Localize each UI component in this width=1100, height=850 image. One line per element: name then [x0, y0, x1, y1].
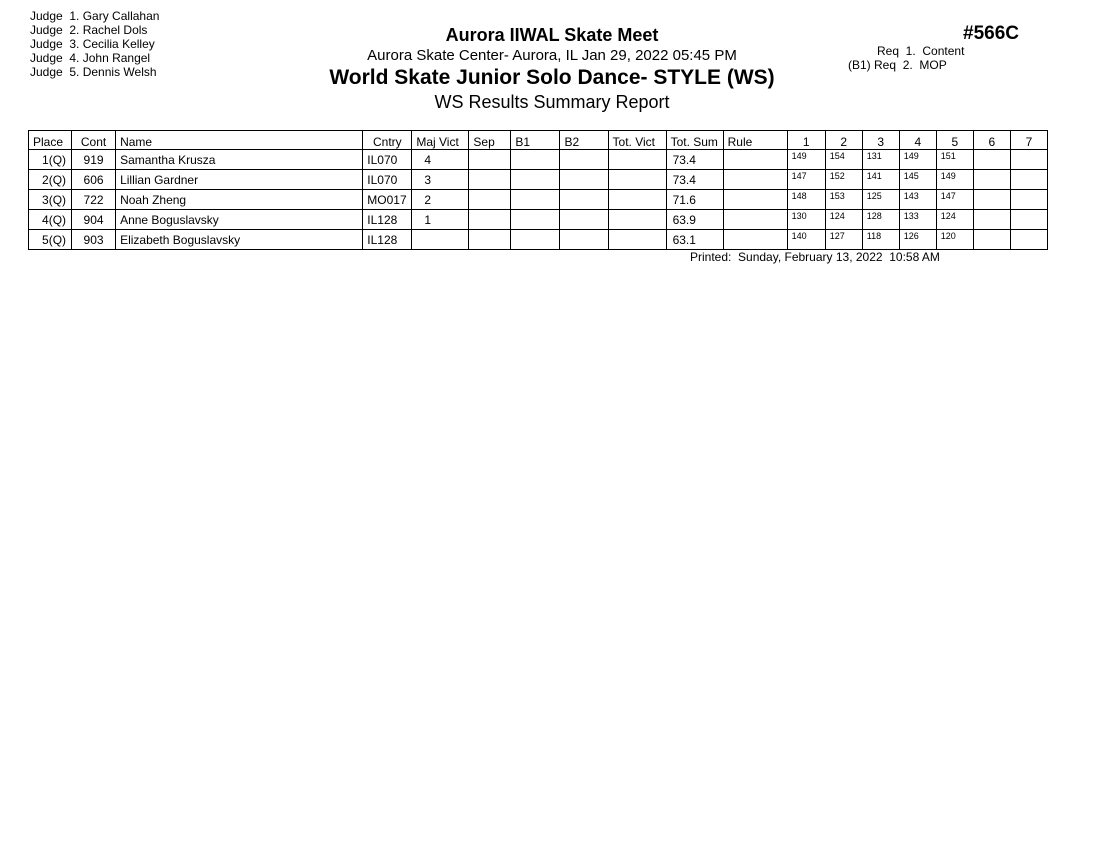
judge-entry: [30, 9, 159, 23]
judge-score-cell: 128: [862, 210, 899, 230]
country-cell: IL070: [363, 170, 412, 190]
judge-name: John Rangel: [82, 51, 151, 65]
b1-cell: [511, 230, 560, 250]
b1-cell: [511, 190, 560, 210]
cont-cell: 606: [72, 170, 116, 190]
name-cell: Lillian Gardner: [116, 170, 363, 190]
name-cell: Elizabeth Boguslavsky: [116, 230, 363, 250]
rule-cell: [723, 230, 787, 250]
country-cell: IL128: [363, 210, 412, 230]
judge-score-cell: 124: [936, 210, 973, 230]
column-header: B1: [511, 131, 560, 150]
column-header: Sep: [469, 131, 511, 150]
cont-cell: 722: [72, 190, 116, 210]
judge-score-cell: 141: [862, 170, 899, 190]
b2-cell: [560, 150, 608, 170]
requirement-value: MOP: [919, 58, 947, 72]
name-cell: Anne Boguslavsky: [116, 210, 363, 230]
judge-score-cell: [1010, 170, 1047, 190]
judge-score-cell: [973, 210, 1010, 230]
event-title: World Skate Junior Solo Dance- STYLE (WS): [329, 66, 775, 89]
maj-vict-cell: 2: [412, 190, 469, 210]
requirement-label: Req 2.: [874, 58, 913, 72]
judge-score-cell: 126: [899, 230, 936, 250]
column-header: Tot. Sum: [666, 131, 723, 150]
judge-score-cell: [973, 170, 1010, 190]
column-header: 4: [899, 131, 936, 150]
judge-score-cell: 147: [936, 190, 973, 210]
report-header: [252, 24, 852, 114]
judge-score-cell: 149: [936, 170, 973, 190]
maj-vict-cell: 3: [412, 170, 469, 190]
column-header: Rule: [723, 131, 787, 150]
cont-cell: 919: [72, 150, 116, 170]
rule-cell: [723, 150, 787, 170]
requirement-entry: [848, 58, 964, 72]
column-header: Maj Vict: [412, 131, 469, 150]
column-header: 6: [973, 131, 1010, 150]
sep-cell: [469, 150, 511, 170]
judge-score-cell: 152: [825, 170, 862, 190]
judge-label: Judge 2.: [30, 23, 80, 37]
judge-score-cell: 118: [862, 230, 899, 250]
judge-score-cell: 127: [825, 230, 862, 250]
rule-cell: [723, 210, 787, 230]
cont-cell: 904: [72, 210, 116, 230]
column-header: Cntry: [363, 131, 412, 150]
b1-cell: [511, 150, 560, 170]
b2-cell: [560, 230, 608, 250]
rule-cell: [723, 170, 787, 190]
country-cell: MO017: [363, 190, 412, 210]
judge-score-cell: 125: [862, 190, 899, 210]
judge-score-cell: 154: [825, 150, 862, 170]
judge-entry: [30, 37, 159, 51]
meet-title: Aurora IIWAL Skate Meet: [445, 25, 659, 45]
place-cell: 2(Q): [29, 170, 72, 190]
judge-score-cell: [1010, 150, 1047, 170]
judge-score-cell: [973, 190, 1010, 210]
judge-score-cell: 153: [825, 190, 862, 210]
judge-score-cell: 149: [787, 150, 825, 170]
column-header: 1: [787, 131, 825, 150]
judge-name: Gary Callahan: [82, 9, 160, 23]
tot-sum-cell: 63.1: [666, 230, 723, 250]
report-title: WS Results Summary Report: [434, 92, 670, 112]
judge-score-cell: 133: [899, 210, 936, 230]
table-header-row: [29, 131, 1048, 150]
table-row: [29, 190, 1048, 210]
judge-score-cell: 124: [825, 210, 862, 230]
judge-entry: [30, 23, 159, 37]
maj-vict-cell: [412, 230, 469, 250]
judge-entry: [30, 51, 159, 65]
tot-sum-cell: 63.9: [666, 210, 723, 230]
name-cell: Samantha Krusza: [116, 150, 363, 170]
maj-vict-cell: 4: [412, 150, 469, 170]
column-header: Name: [116, 131, 363, 150]
requirements-list: [848, 44, 964, 72]
requirement-prefix: (B1): [848, 58, 871, 72]
requirement-entry: [848, 44, 964, 58]
column-header: Cont: [72, 131, 116, 150]
tot-sum-cell: 71.6: [666, 190, 723, 210]
judge-score-cell: [1010, 190, 1047, 210]
b1-cell: [511, 210, 560, 230]
judges-list: [30, 9, 159, 79]
column-header: B2: [560, 131, 608, 150]
column-header: 5: [936, 131, 973, 150]
judge-name: Rachel Dols: [82, 23, 148, 37]
requirement-label: Req 1.: [877, 44, 916, 58]
judge-label: Judge 3.: [30, 37, 80, 51]
table-row: [29, 230, 1048, 250]
sep-cell: [469, 230, 511, 250]
judge-score-cell: 151: [936, 150, 973, 170]
cont-cell: 903: [72, 230, 116, 250]
judge-label: Judge 5.: [30, 65, 80, 79]
column-header: Place: [29, 131, 72, 150]
table-row: [29, 150, 1048, 170]
judge-score-cell: 130: [787, 210, 825, 230]
column-header: 2: [825, 131, 862, 150]
judge-score-cell: 149: [899, 150, 936, 170]
tot-sum-cell: 73.4: [666, 170, 723, 190]
tot-vict-cell: [608, 190, 666, 210]
tot-vict-cell: [608, 230, 666, 250]
table-row: [29, 170, 1048, 190]
column-header: Tot. Vict: [608, 131, 666, 150]
place-cell: 3(Q): [29, 190, 72, 210]
tot-vict-cell: [608, 210, 666, 230]
judge-score-cell: [973, 230, 1010, 250]
b1-cell: [511, 170, 560, 190]
column-header: 7: [1010, 131, 1047, 150]
place-cell: 1(Q): [29, 150, 72, 170]
printed-timestamp: Printed: Sunday, February 13, 2022 10:58 AM: [690, 250, 940, 264]
b2-cell: [560, 210, 608, 230]
event-number: #566C: [963, 23, 1019, 44]
b2-cell: [560, 170, 608, 190]
judge-score-cell: 147: [787, 170, 825, 190]
name-cell: Noah Zheng: [116, 190, 363, 210]
results-table: [28, 130, 1048, 250]
requirement-value: Content: [922, 44, 965, 58]
judge-score-cell: [1010, 210, 1047, 230]
judge-score-cell: [973, 150, 1010, 170]
judge-score-cell: 131: [862, 150, 899, 170]
country-cell: IL128: [363, 230, 412, 250]
venue-line: Aurora Skate Center- Aurora, IL Jan 29, 2022 05:45 PM: [367, 47, 737, 64]
b2-cell: [560, 190, 608, 210]
tot-vict-cell: [608, 170, 666, 190]
tot-sum-cell: 73.4: [666, 150, 723, 170]
judge-score-cell: 143: [899, 190, 936, 210]
tot-vict-cell: [608, 150, 666, 170]
table-row: [29, 210, 1048, 230]
rule-cell: [723, 190, 787, 210]
place-cell: 5(Q): [29, 230, 72, 250]
judge-score-cell: [1010, 230, 1047, 250]
judge-name: Dennis Welsh: [82, 65, 157, 79]
sep-cell: [469, 210, 511, 230]
judge-entry: [30, 65, 159, 79]
maj-vict-cell: 1: [412, 210, 469, 230]
judge-name: Cecilia Kelley: [82, 37, 155, 51]
judge-score-cell: 145: [899, 170, 936, 190]
judge-score-cell: 148: [787, 190, 825, 210]
country-cell: IL070: [363, 150, 412, 170]
judge-label: Judge 4.: [30, 51, 80, 65]
judge-score-cell: 140: [787, 230, 825, 250]
column-header: 3: [862, 131, 899, 150]
sep-cell: [469, 170, 511, 190]
place-cell: 4(Q): [29, 210, 72, 230]
sep-cell: [469, 190, 511, 210]
judge-label: Judge 1.: [30, 9, 80, 23]
judge-score-cell: 120: [936, 230, 973, 250]
